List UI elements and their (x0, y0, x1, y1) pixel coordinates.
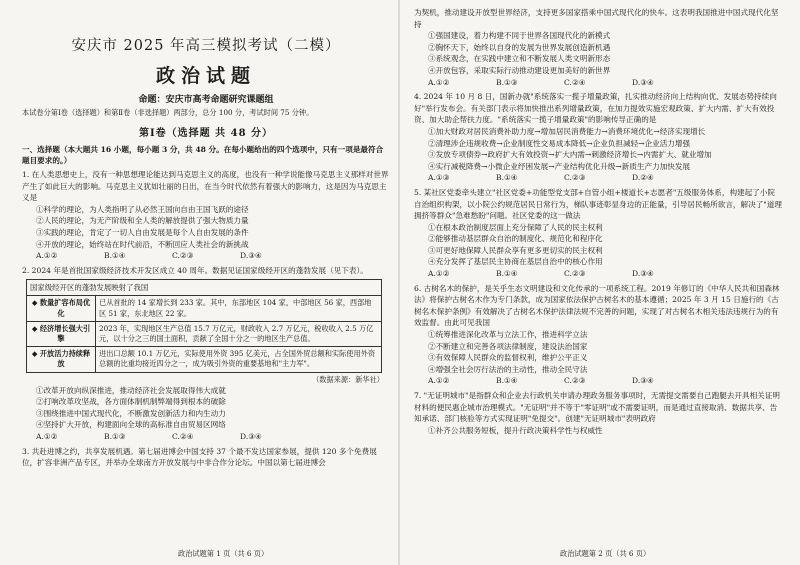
table-row (27, 321, 382, 346)
table-row-category: ◆ 开放活力持续释放 (27, 347, 96, 372)
q6-answers (414, 375, 782, 387)
page-footer-2: 政治试题第 2 页（共 6 页） (560, 549, 651, 558)
q1-answer-b: B.①④ (104, 251, 126, 261)
q6-option-4: ④增强全社会厉行法治的主动性，推动全民守法 (428, 364, 588, 374)
q3-option-2: ②胸怀天下，始终以自身的发展为世界发展创造新机遇 (428, 42, 611, 52)
question-3-stem-continued: 为契机，推动建设开放型世界经济，支持更多国家搭乘中国式现代化的快车。这表明我国推进中国式现代化坚持 (414, 8, 779, 29)
q5-answers (414, 268, 782, 280)
table-row (27, 347, 382, 372)
q2-answer-d: D.③④ (240, 431, 262, 441)
q3-answer-c: C.②④ (564, 77, 586, 87)
q4-answer-d: D.②④ (632, 173, 654, 183)
q3-answer-b: B.①③ (496, 77, 518, 87)
dev-zone-table (26, 279, 382, 372)
q4-answer-a: A.①③ (428, 173, 450, 183)
q3-answer-d: D.③④ (632, 77, 654, 87)
q6-answer-c: C.②③ (564, 376, 586, 386)
q1-answer-d: D.③④ (240, 251, 262, 261)
q4-option-4: ④实行减税降费→小微企业纾困发展→产业结构优化升级→新质生产力加快发展 (428, 161, 691, 171)
q2-option-2: ②打响改革攻坚战，各方面体制机制弊端得到根本的破除 (36, 397, 226, 407)
q2-answer-c: C.②④ (172, 431, 194, 441)
q5-option-2: ②能够推动基层群众自治的制度化、规范化和程序化 (428, 234, 603, 244)
q1-option-4: ④开放的理论，始终站在时代前沿，不断回应人类社会的新挑战 (36, 239, 249, 249)
q5-answer-c: C.②③ (564, 269, 586, 279)
q5-answer-d: D.③④ (632, 269, 654, 279)
setter-line: 命题：安庆市高考命题研究课题组 (138, 95, 274, 105)
q5-answer-a: A.①② (428, 269, 450, 279)
table-row-category: ◆ 经济增长强大引擎 (27, 321, 96, 346)
exam-title: 安庆市 2025 年高三模拟考试（二模） (71, 38, 341, 54)
q6-answer-b: B.①④ (496, 376, 518, 386)
question-2-stem: 2. 2024 年是首批国家级经济技术开发区成立 40 周年。数据见证国家级经开区的蓬勃发展（见下表）。 (22, 265, 368, 275)
question-4-stem: 4. 2024 年 10 月 8 日，国新办就"系统落实一揽子增量政策，扎实推动经济向上结构向优、发展态势持续向好"举行发布会。有关部门表示将加快推出系列增量政策，在加力提效实施宏观政策、扩大内需、扩大有效投资、加大助企帮扶力度。"系统落实一揽子增量政策"的影响传导正确的是 (414, 92, 777, 125)
q4-answer-c: C.②③ (564, 173, 586, 183)
q2-option-3: ③围绕推进中国式现代化，不断激发创新活力和内生动力 (36, 408, 226, 418)
subject-title: 政治试题 (155, 65, 256, 87)
q3-option-3: ③系统观念，在实践中建立和不断发展人类文明新形态 (428, 54, 611, 64)
q3-answer-a: A.①② (428, 77, 450, 87)
q3-answers (414, 77, 782, 89)
q1-option-1: ①科学的理论，为人类指明了从必然王国向自由王国飞跃的途径 (36, 204, 249, 214)
q5-option-1: ①在根本政治制度层面上充分保障了人民的民主权利 (428, 222, 603, 232)
q1-answer-c: C.②③ (172, 251, 194, 261)
table-row-text: 2023 年，实现地区生产总值 15.7 万亿元，财政收入 2.7 万亿元，税收收入 2.5 万亿元，以十分之三的国土面积，贡献了全国十分之一的地区生产总值。 (96, 321, 382, 346)
q2-answers (22, 431, 390, 443)
q6-option-2: ②不断建立和完善各项法律制度，建设法治国家 (428, 341, 588, 351)
q6-answer-a: A.①② (428, 376, 450, 386)
section-instruction: 一、选择题（本大题共 16 小题，每小题 3 分，共 48 分。在每小题给出的四个选项中，只有一项是最符合题目要求的。） (22, 145, 384, 165)
q6-answer-d: D.③④ (632, 376, 654, 386)
question-5-stem: 5. 某社区党委牵头建立"社区党委+功能型党支部+自管小组+楼道长+志愿者"五级服务体系，构建起了小院自治组织构架，以小院公约规范居民日常行为，梯队事迹彰显身边的正能量，引导居民畅所欲言，解决了"道理拥挤等群众"急难愁盼"问题。社区党委的这一做法 (414, 187, 782, 221)
q6-option-3: ③有效保障人民群众的监督权利，维护公平正义 (428, 353, 588, 363)
q3-option-1: ①强国建设，着力构建不同于世界各国现代化的新模式 (428, 31, 611, 41)
exam-info: 本试卷分第Ⅰ卷（选择题）和第Ⅱ卷（非选择题）两部分，总分 100 分，考试时间 75 分钟。 (22, 108, 314, 117)
q7-option-1: ①补齐公共服务短板，提升行政决策科学性与权威性 (428, 425, 603, 435)
table-source: （数据来源：新华社） (312, 374, 384, 384)
question-7-stem: 7. "无证明城市"是指群众和企业去行政机关申请办理政务服务事项时，无需提交需要自己跑腿去开具相关证明材料的便民惠企城市治理模式。"无证明"并不等于"零证明"或不需要证明，而是通过直接取消、数据共享、告知承诺、部门核验等方式实现证明"免提交"。创建"无证明城市"表明政府 (414, 391, 780, 424)
q2-answer-b: B.①③ (104, 431, 126, 441)
table-row-category: ◆ 数量扩容布局优化 (27, 296, 96, 321)
q1-option-2: ②人民的理论，为无产阶级和全人类的解放提供了强大物质力量 (36, 216, 249, 226)
table-row-text: 已从首批的 14 家增长到 233 家。其中，东部地区 104 家，中部地区 56 家，西部地区 51 家，东北地区 22 家。 (96, 296, 382, 321)
table-title: 国家级经开区的蓬勃发展映射了我国 (27, 280, 382, 296)
q1-answer-a: A.①② (36, 251, 58, 261)
q2-option-1: ①改革开放向纵深推进，推动经济社会发展取得伟大成就 (36, 385, 226, 395)
table-row (27, 296, 382, 321)
q6-option-1: ①统筹推进深化改革与立法工作，推进科学立法 (428, 330, 588, 340)
q5-option-3: ③可更好地保障人民群众享有更多更切实的民主权利 (428, 245, 603, 255)
question-6-stem: 6. 古树名木的保护，是关乎生态文明建设和文化传承的一项系统工程。2019 年修订的《中华人民共和国森林法》将保护古树名木作为专门条款，成为国家依法保护古树名木的基本遵循；2025 年 3 月 15 日施行的《古树名木保护条例》有效解决了古树名木保护法律法规不完善的问题，实现了对古树名木相关违法违规行为的有效监督。由此可见我国 (414, 283, 780, 328)
section-title: 第Ⅰ卷（选择题 共 48 分） (138, 128, 274, 139)
q5-option-4: ④充分发挥了基层民主协商在基层自治中的核心作用 (428, 257, 603, 267)
question-1-stem: 1. 在人类思想史上，没有一种思想理论能达到马克思主义的高度，也没有一种学说能像马克思主义那样对世界产生了如此巨大的影响。马克思主义犹如壮丽的日出，在当今时代依然有着强大的影响力，这是因为马克思主义是 (22, 170, 389, 203)
q1-answers (22, 250, 390, 262)
right-page (400, 0, 800, 565)
q2-option-4: ④坚持扩大开放，构建面向全球的高标准自由贸易区网络 (36, 420, 226, 430)
q4-answer-b: B.①④ (496, 173, 518, 183)
q4-option-3: ③发放专项债券→政府扩大有效投资→扩大内需→刺激经济增长→内需扩大、就业增加 (428, 150, 712, 160)
page-footer-1: 政治试题第 1 页（共 6 页） (178, 549, 269, 558)
q4-option-1: ①加大财政对居民消费补助力度→增加居民消费能力→消费环境优化→经济实现增长 (428, 126, 706, 136)
q1-option-3: ③实践的理论，肯定了一切人自由发展是每个人自由发展的条件 (36, 227, 249, 237)
q2-answer-a: A.①② (36, 431, 58, 441)
table-row-text: 进出口总额 10.1 万亿元，实际使用外资 395 亿美元，占全国外贸总额和实际使用外资总额的比重均接近四分之一，成为吸引外资的重要基地和"主力军"。 (96, 347, 382, 372)
question-3-stem: 3. 共赴进博之约，共享发展机遇。第七届进博会中国支持 37 个最不发达国家参展，提供 120 多个免费展位，扩容非洲产品专区，并举办全球南方开放发展与中非合作分论坛。中国以第七届进博会 (22, 446, 377, 468)
q5-answer-b: B.①④ (496, 269, 518, 279)
q3-option-4: ④开放包容，采取实际行动推动建设更加美好的新世界 (428, 65, 611, 75)
q4-answers (414, 172, 782, 184)
q4-option-2: ②清理涉企违规收费→企业制度性交易成本降低→企业负担减轻→企业活力增强 (428, 138, 691, 148)
